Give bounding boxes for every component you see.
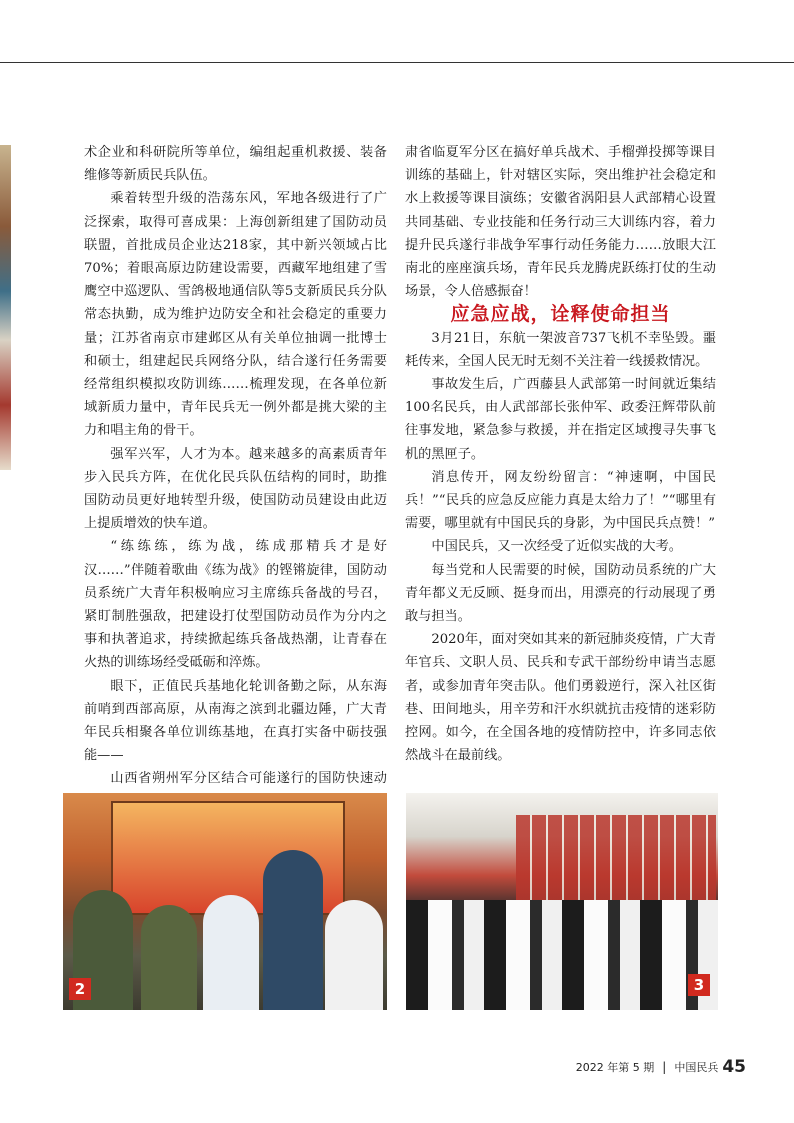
person-figure bbox=[263, 850, 323, 1010]
magazine-name: 中国民兵 bbox=[674, 1061, 719, 1074]
page-number: 45 bbox=[722, 1057, 746, 1077]
body-paragraph: 术企业和科研院所等单位，编组起重机救援、装备维修等新质民兵队伍。 bbox=[84, 145, 387, 184]
body-paragraph: 3月21日，东航一架波音737飞机不幸坠毁。噩耗传来，全国人民无时无刻不关注着一线援救情况。 bbox=[405, 330, 716, 369]
body-paragraph: 2020年，面对突如其来的新冠肺炎疫情，广大青年官兵、文职人员、民兵和专武干部纷纷申请当志愿者，或参加青年突击队。他们勇毅逆行，深入社区街巷、田间地头，用辛劳和汗水织就抗击疫情的迷彩防控网。如今，在全国各地的疫情防控中，许多同志依然战斗在最前线。 bbox=[405, 632, 716, 764]
footer-separator: | bbox=[662, 1060, 667, 1074]
body-paragraph: 消息传开，网友纷纷留言：“神速啊，中国民兵！”“民兵的应急反应能力真是太给力了！”“哪里有需要，哪里就有中国民兵的身影，为中国民兵点赞！” bbox=[405, 469, 716, 532]
section-heading: 应急应战，诠释使命担当 bbox=[450, 303, 671, 326]
person-figure bbox=[141, 905, 197, 1010]
left-column bbox=[84, 141, 387, 860]
issue-label: 2022 年第 5 期 bbox=[575, 1061, 655, 1074]
body-paragraph: 山西省朔州军分区结合可能遂行的国防快速动 bbox=[110, 771, 387, 787]
body-paragraph: 乘着转型升级的浩荡东风，军地各级进行了广泛探索，取得可喜成果：上海创新组建了国防动员联盟，首批成员企业达218家，其中新兴领域占比70%；着眼高原边防建设需要，西藏军地组建了雪鹰空中巡逻队、雪鸽极地通信队等5支新质民兵分队常态执勤，成为维护边防安全和社会稳定的重要力量；江苏省南京市建邺区从有关单位抽调一批博士和硕士，组建起民兵网络分队，结合遂行任务需要经常组织模拟攻防训练……梳理发现，在各单位新域新质力量中，青年民兵无一例外都是挑大梁的主力和唱主角的骨干。 bbox=[84, 191, 387, 439]
photo-students-exhibition bbox=[406, 793, 718, 1010]
right-column-bottom-text bbox=[405, 327, 716, 768]
exhibition-wall bbox=[516, 815, 716, 911]
body-paragraph: 事故发生后，广西藤县人武部第一时间就近集结100名民兵，由人武部部长张仲军、政委汪辉带队前往事发地，紧急参与救援，并在指定区域搜寻失事飞机的黑匣子。 bbox=[405, 377, 716, 462]
photo-medical-reading bbox=[63, 793, 387, 1010]
edge-photo-strip bbox=[0, 145, 11, 470]
person-figure bbox=[325, 900, 383, 1010]
photo-number-badge: 2 bbox=[69, 978, 91, 1000]
body-paragraph: 每当党和人民需要的时候，国防动员系统的广大青年都义无反顾、挺身而出，用漂亮的行动展现了勇敢与担当。 bbox=[405, 562, 716, 625]
right-column bbox=[405, 141, 716, 767]
student-crowd bbox=[406, 900, 718, 1010]
body-paragraph: 眼下，正值民兵基地化轮训备勤之际，从东海前哨到西部高原，从南海之滨到北疆边陲，广大青年民兵相聚各单位训练基地，在真打实备中砺技强能—— bbox=[84, 678, 387, 764]
photo-number-badge: 3 bbox=[688, 974, 710, 996]
header-rule bbox=[0, 62, 794, 63]
body-paragraph: “练练练，练为战，练成那精兵才是好汉……”伴随着歌曲《练为战》的铿锵旋律，国防动员系统广大青年积极响应习主席练兵备战的号召，紧盯制胜强敌，把建设打仗型国防动员作为分内之事和执著追求，持续掀起练兵备战热潮，让青春在火热的训练场经受砥砺和淬炼。 bbox=[84, 539, 387, 671]
body-paragraph: 强军兴军，人才为本。越来越多的高素质青年步入民兵方阵，在优化民兵队伍结构的同时，助推国防动员更好地转型升级，使国防动员建设由此迈上提质增效的快车道。 bbox=[84, 446, 387, 532]
body-paragraph: 中国民兵，又一次经受了近似实战的大考。 bbox=[431, 539, 682, 555]
page-footer bbox=[576, 1057, 746, 1077]
right-column-top-text bbox=[405, 141, 716, 303]
body-paragraph: 肃省临夏军分区在搞好单兵战术、手榴弹投掷等课目训练的基础上，针对辖区实际，突出维护社会稳定和水上救援等课目演练；安徽省涡阳县人武部精心设置共同基础、专业技能和任务行动三大训练内容，着力提升民兵遂行非战争军事行动任务能力……放眼大江南北的座座演兵场，青年民兵龙腾虎跃练打仗的生动场景，令人倍感振奋！ bbox=[405, 145, 716, 300]
person-figure bbox=[203, 895, 259, 1010]
